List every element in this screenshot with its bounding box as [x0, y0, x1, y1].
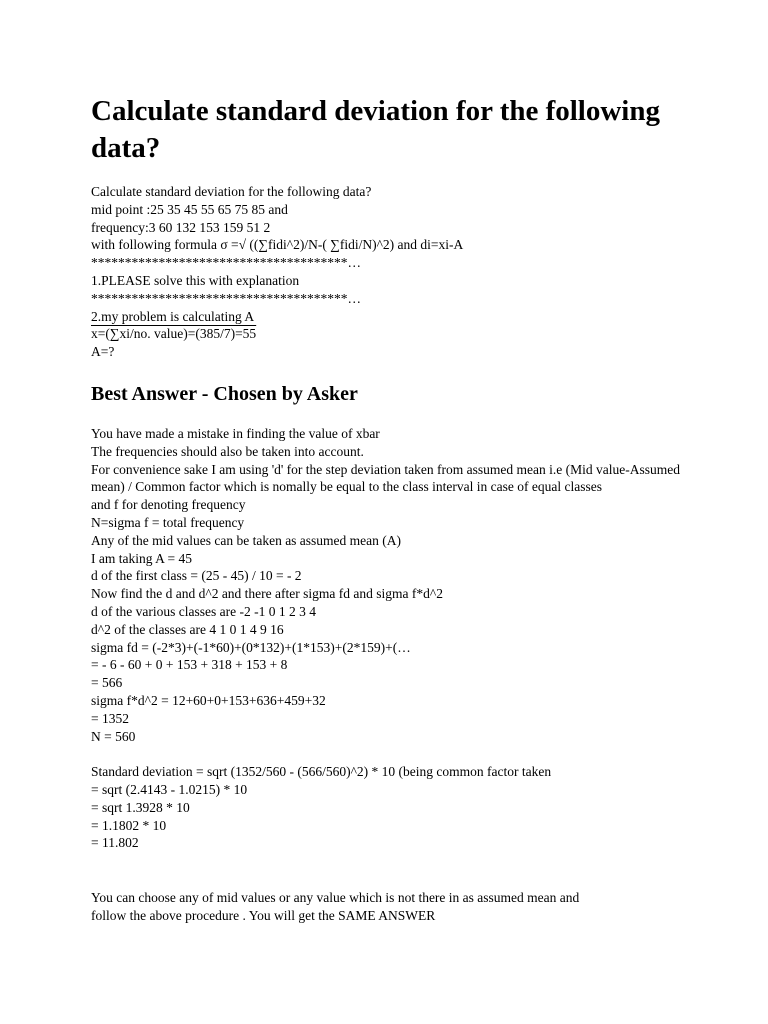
question-line: 2.my problem is calculating A	[91, 308, 255, 324]
answer-line: sigma f*d^2 = 12+60+0+153+636+459+32	[91, 692, 326, 708]
answer-line: I am taking A = 45	[91, 550, 192, 566]
answer-line: d of the first class = (25 - 45) / 10 = - 2	[91, 568, 302, 584]
question-line: mid point :25 35 45 55 65 75 85 and	[91, 201, 288, 217]
answer-line: Standard deviation = sqrt (1352/560 - (566/560)^2) * 10 (being common factor taken	[91, 764, 552, 780]
conclusion-line: You can choose any of mid values or any value which is not there in as assumed mean and	[91, 890, 580, 905]
answer-line: Now find the d and d^2 and there after sigma fd and sigma f*d^2	[91, 586, 443, 602]
answer-line: = 1352	[91, 710, 129, 726]
page-title: Calculate standard deviation for the following data?	[91, 95, 660, 164]
question-line: x=(∑xi/no. value)=(385/7)=55	[91, 326, 257, 342]
question-body	[91, 183, 691, 361]
answer-line: d of the various classes are -2 -1 0 1 2 3 4	[91, 603, 316, 619]
question-line: Calculate standard deviation for the following data?	[91, 184, 372, 199]
answer-line: N = 560	[91, 728, 136, 744]
answer-heading: Best Answer - Chosen by Asker	[91, 383, 358, 405]
answer-line: = 566	[91, 675, 123, 691]
separator-line: **************************************…	[91, 290, 361, 306]
answer-line: = sqrt (2.4143 - 1.0215) * 10	[91, 781, 248, 797]
answer-line: = 11.802	[91, 835, 139, 851]
question-line: frequency:3 60 132 153 159 51 2	[91, 219, 271, 235]
separator-line: **************************************…	[91, 255, 361, 271]
answer-line: For convenience sake I am using 'd' for the step deviation taken from assumed mean i.e (Mid value-Assumed mean) / Common factor which is nomally be equal to the class interval in case of equal classes	[91, 461, 680, 495]
question-line: with following formula σ =√ ((∑fidi^2)/N-( ∑fidi/N)^2) and di=xi-A	[91, 237, 464, 253]
answer-line: N=sigma f = total frequency	[91, 514, 245, 530]
answer-line: = 1.1802 * 10	[91, 817, 167, 833]
answer-body	[91, 425, 691, 852]
answer-line: You have made a mistake in finding the value of xbar	[91, 426, 380, 441]
conclusion-line: follow the above procedure . You will get the SAME ANSWER	[91, 907, 436, 923]
question-line: 1.PLEASE solve this with explanation	[91, 272, 300, 288]
answer-line: The frequencies should also be taken into account.	[91, 443, 364, 459]
answer-line: Any of the mid values can be taken as assumed mean (A)	[91, 532, 402, 548]
answer-line: = - 6 - 60 + 0 + 153 + 318 + 153 + 8	[91, 657, 288, 673]
answer-line: d^2 of the classes are 4 1 0 1 4 9 16	[91, 621, 284, 637]
answer-line: = sqrt 1.3928 * 10	[91, 799, 190, 815]
blank-line	[91, 745, 691, 763]
conclusion-body	[91, 889, 691, 925]
answer-line: sigma fd = (-2*3)+(-1*60)+(0*132)+(1*153)+(2*159)+(…	[91, 639, 411, 655]
answer-line: and f for denoting frequency	[91, 497, 246, 513]
question-line: A=?	[91, 344, 115, 360]
